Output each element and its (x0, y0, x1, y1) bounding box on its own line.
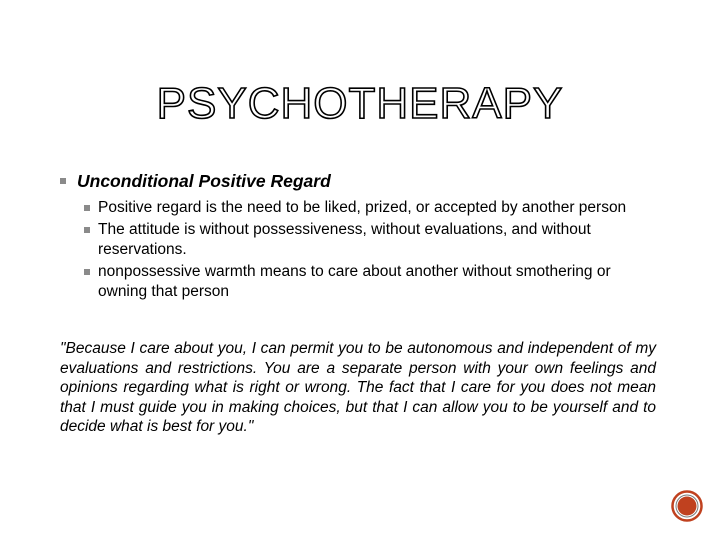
heading-text: Unconditional Positive Regard (77, 171, 331, 191)
sub-bullet-text: Positive regard is the need to be liked, prized, or accepted by another person (98, 199, 627, 216)
square-bullet-icon (60, 178, 66, 184)
square-bullet-icon (84, 205, 90, 211)
sub-bullet-2 (60, 220, 660, 260)
bullet-heading (60, 170, 660, 192)
circle-logo-icon (671, 490, 703, 522)
sub-bullet-3 (60, 262, 660, 302)
sub-bullet-text: nonpossessive warmth means to care about another without smothering or owning that person (98, 263, 611, 300)
sub-bullet-1 (60, 198, 660, 218)
slide-title: PSYCHOTHERAPY (156, 79, 564, 128)
square-bullet-icon (84, 227, 90, 233)
quote-paragraph: "Because I care about you, I can permit you to be autonomous and independent of my evaluations and restrictions. You are a separate person with your own feelings and opinions regarding what is right or wrong. The fact that I care for you does not mean that I must guide you in making choices, but that I can allow you to be yourself and to decide what is best for you." (60, 340, 656, 435)
slide-content (60, 170, 660, 304)
square-bullet-icon (84, 269, 90, 275)
sub-bullet-text: The attitude is without possessiveness, without evaluations, and without reservations. (98, 221, 591, 258)
